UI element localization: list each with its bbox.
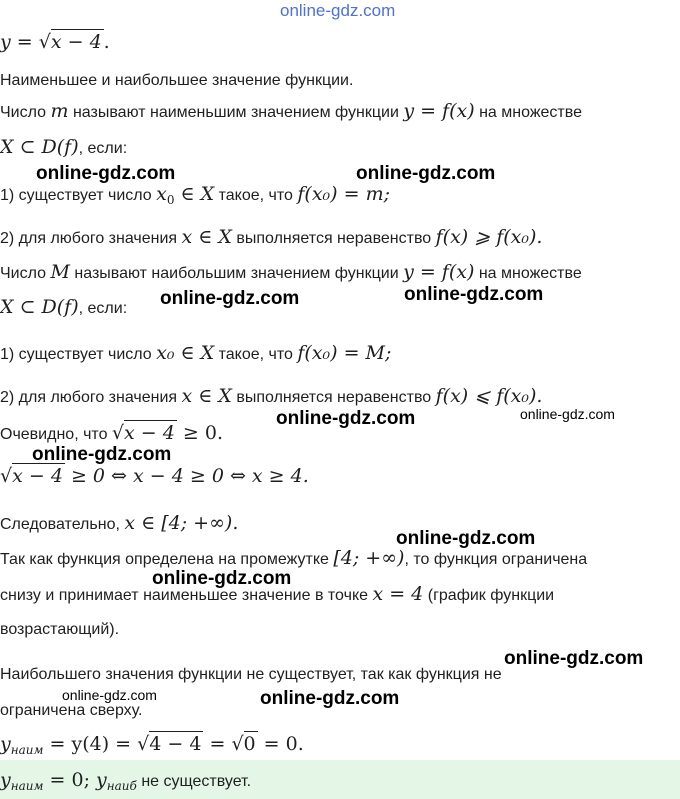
text: , то функция ограничена [404,551,588,568]
math: m [50,100,69,122]
domain-line [0,513,238,535]
subscript: наиб [106,779,137,793]
text: 1) существует число [0,346,152,363]
sqrt-arg: x − 4 [50,31,102,53]
math: f(x) ⩾ f(x₀). [435,226,543,248]
sqrt-arg: x − 4 [12,465,63,487]
equivalence-line: √x − 4 ≥ 0 ⇔ x − 4 ≥ 0 ⇔ x ≥ 4. [0,465,309,487]
text: не существует. [141,773,252,790]
math: f(x₀) = M; [297,342,392,364]
math: y [0,733,11,755]
math: X ⊂ D(f) [0,136,79,158]
watermark: online-gdz.com [396,528,536,549]
math: x ∈ X [181,226,232,248]
math: = 0; [43,769,97,791]
math: y [96,769,107,791]
min-condition-1 [0,184,390,210]
text: Число [0,104,47,121]
text: Следовательно, [0,516,120,533]
text: на множестве [479,104,582,121]
math: = 0. [257,733,304,755]
watermark: online-gdz.com [36,163,176,184]
math: y = f(x) [403,261,475,283]
text: называют наибольшим значением функции [74,265,399,282]
watermark: online-gdz.com [404,284,544,305]
math: x ∈ X [181,385,232,407]
math: x [156,183,167,205]
math: f(x) ⩽ f(x₀). [435,385,543,407]
math: = [203,733,232,755]
function-formula: y = √x − 4 . [0,31,110,53]
math: ∈ X [174,183,215,205]
top-watermark: online-gdz.com [280,1,396,20]
answer-line [0,770,251,796]
watermark: online-gdz.com [32,444,172,465]
text: , если: [78,140,128,157]
min-condition-2 [0,227,542,249]
subscript: наим [10,743,44,757]
math: M [50,261,70,283]
text: (график функции [427,587,555,604]
text: , если: [78,300,128,317]
math: x₀ ∈ X [156,342,215,364]
unbounded-line: ограничена сверху. [0,702,143,719]
text: 1) существует число [0,187,152,204]
watermark: online-gdz.com [520,406,615,422]
text: такое, что [218,187,293,204]
subscript: наим [10,779,44,793]
math: X ⊂ D(f) [0,296,79,318]
math: y = f(x) [403,100,475,122]
text: Число [0,265,47,282]
text: снизу и принимает наименьшее значение в точке [0,587,369,604]
increasing-line: возрастающий). [0,621,120,638]
max-definition-line [0,262,582,284]
math: f(x₀) = m; [297,183,390,205]
math: ≥ 0 ⇔ x − 4 ≥ 0 ⇔ x ≥ 4. [70,465,309,487]
max-condition-1 [0,343,391,365]
bounded-line [0,548,587,570]
math: [4; +∞) [333,547,405,569]
min-set-line [0,137,127,159]
min-value-calc: $y_{наим} = y(4) = √4 - 4 = √0 = 0$. [0,733,304,757]
text: Так как функция определена на промежутке [0,551,329,568]
subscript: 0 [166,193,175,207]
math: x = 4 [372,583,424,605]
watermark: online-gdz.com [152,568,292,589]
max-condition-2 [0,386,542,408]
math: y [0,769,11,791]
math: ≥ 0. [182,422,223,444]
sqrt-arg: 0 [243,733,256,755]
min-definition-line [0,101,582,123]
text: на множестве [478,265,582,282]
section-heading: Наименьшее и наибольшее значение функции. [0,72,354,89]
watermark: online-gdz.com [62,687,157,703]
watermark: online-gdz.com [504,648,644,669]
text: такое, что [218,346,293,363]
obvious-line: Очевидно, что √x − 4 ≥ 0. [0,422,223,444]
sqrt-arg: x − 4 [124,422,175,444]
text: выполняется неравенство [236,230,432,247]
watermark: online-gdz.com [160,288,300,309]
text: 2) для любого значения [0,389,178,406]
math: x ∈ [4; +∞). [124,512,239,534]
text: называют наименьшим значением функции [72,104,399,121]
watermark: online-gdz.com [356,163,496,184]
math: = y(4) = [43,733,138,755]
sqrt-arg: 4 − 4 [149,733,202,755]
text: выполняется неравенство [236,389,432,406]
text: 2) для любого значения [0,230,178,247]
no-max-line: Наибольшего значения функции не существует, так как функция не [0,666,502,683]
watermark: online-gdz.com [276,408,416,429]
watermark: online-gdz.com [260,688,400,709]
text: Очевидно, что [0,426,108,443]
max-set-line [0,297,127,319]
